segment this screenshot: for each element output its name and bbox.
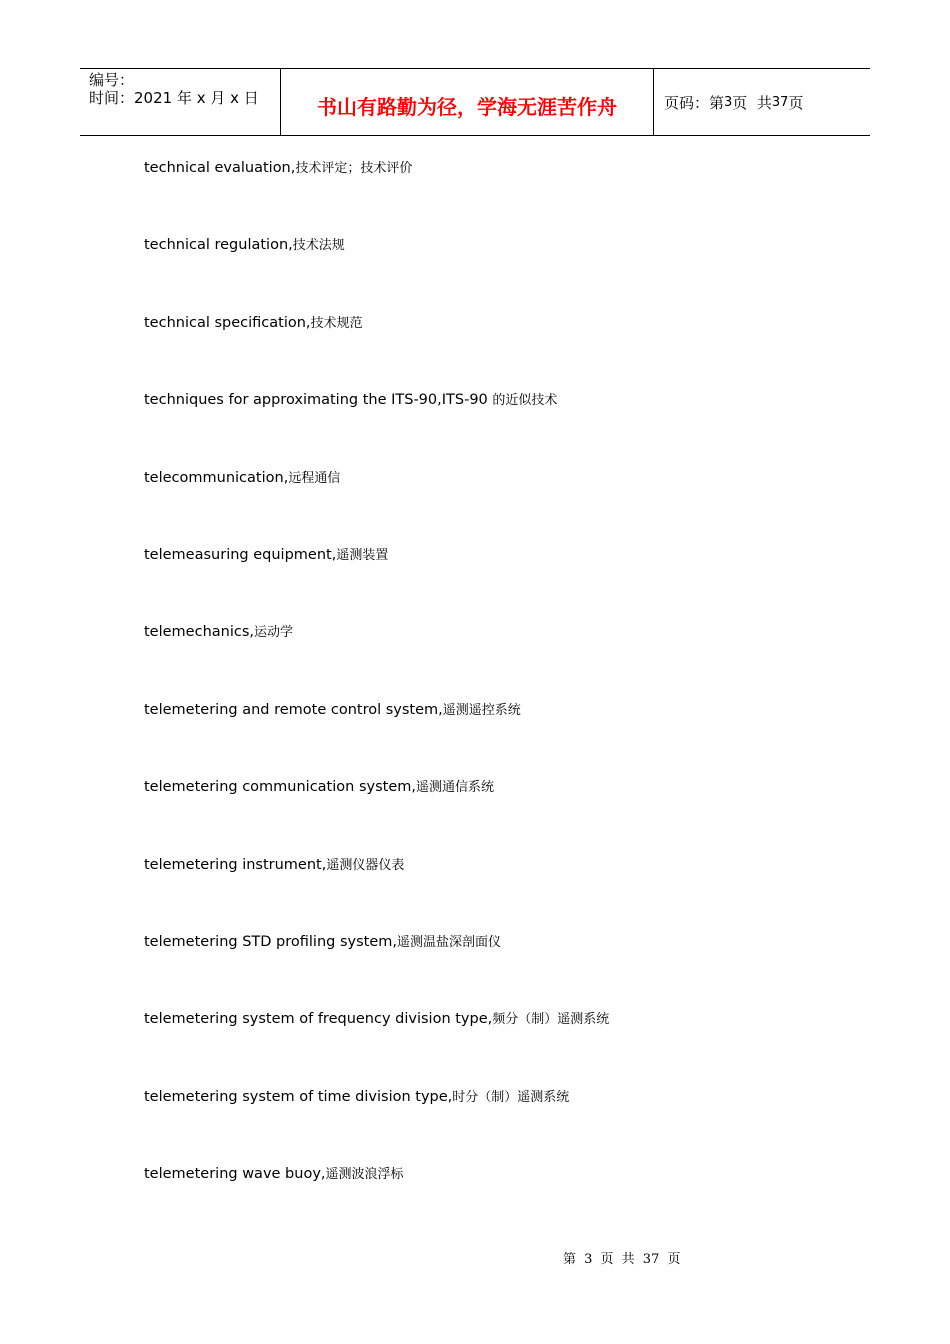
glossary-entry [144,312,844,389]
entry-en: techniques for approximating the ITS-90,ITS-90 [144,392,493,409]
entry-en: telemetering system of frequency division type, [144,1011,493,1028]
glossary-entry [144,931,844,1008]
page-prefix: 页码：第 [664,93,725,112]
entry-zh: 时分（制）遥测系统 [452,1089,570,1105]
entry-en: telemetering STD profiling system, [144,933,397,950]
glossary-entry [144,1008,844,1085]
page-total: 37 [771,94,789,110]
entry-zh: 运动学 [254,625,294,641]
entry-zh: 遥测仪器仪表 [326,857,405,873]
page-header [80,68,870,136]
entry-en: technical specification, [144,314,311,331]
entry-en: telemetering communication system, [144,779,416,796]
header-meta [80,69,281,135]
entry-en: telemetering instrument, [144,856,327,873]
entry-en: telemetering system of time division type, [144,1088,453,1105]
glossary-entry [144,544,844,621]
entry-zh: 遥测温盐深剖面仪 [396,934,501,950]
entry-en: technical evaluation, [144,160,296,176]
glossary-entry [144,389,844,466]
glossary-entry [144,467,844,544]
time-label: 时间：2021 年 x 月 x 日 [89,89,259,107]
entry-zh: 远程通信 [288,470,341,486]
entry-en: telemetering wave buoy, [144,1166,326,1183]
entry-zh: 技术法规 [292,238,345,254]
serial-label: 编号： [89,71,135,89]
page-footer: 第 3 页 共 37 页 [563,1252,681,1267]
glossary-entry [144,621,844,698]
glossary-entry [144,699,844,776]
header-motto-cell [281,69,654,135]
entry-en: telemetering and remote control system, [144,701,443,718]
entry-zh: 遥测通信系统 [415,780,494,796]
glossary-entry [144,854,844,931]
entry-zh: 技术规范 [310,315,363,331]
entry-zh: 遥测波浪浮标 [325,1167,404,1183]
entry-en: telemechanics, [144,624,255,641]
entry-zh: 频分（制）遥测系统 [492,1012,610,1028]
glossary-entry [144,776,844,853]
entry-zh: 的近似技术 [492,393,558,409]
glossary-entry [144,234,844,311]
glossary-list [144,157,844,1240]
page-mid: 页 共 [732,93,772,112]
header-page-info [654,69,870,135]
entry-en: telemeasuring equipment, [144,546,337,563]
page-current: 3 [724,94,733,110]
entry-zh: 遥测装置 [336,547,389,563]
glossary-entry [144,1163,844,1240]
entry-zh: 遥测遥控系统 [442,702,521,718]
entry-zh: 技术评定；技术评价 [295,161,413,176]
entry-en: technical regulation, [144,237,293,254]
page-suffix: 页 [788,93,804,112]
entry-en: telecommunication, [144,469,289,486]
glossary-entry [144,1086,844,1163]
glossary-entry [144,157,844,234]
motto: 书山有路勤为径，学海无涯苦作舟 [317,94,617,119]
